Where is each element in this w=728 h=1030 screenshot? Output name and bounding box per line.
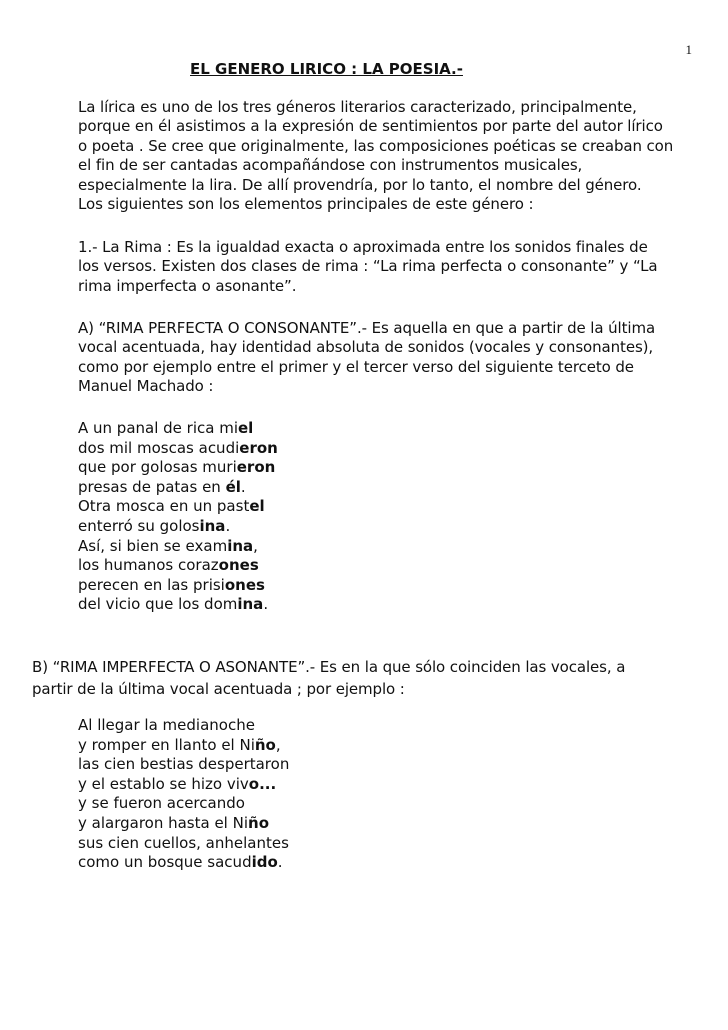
- intro-line: porque en él asistimos a la expresión de sentimientos por parte del autor lírico: [78, 117, 663, 136]
- imperfecta-line: B) “RIMA IMPERFECTA O ASONANTE”.- Es en la que sólo coinciden las vocales, a: [32, 658, 626, 676]
- verse-punctuation: .: [263, 595, 269, 614]
- poem-asonante: [78, 716, 289, 873]
- page-number: 1: [685, 42, 692, 57]
- verse-line: [78, 537, 278, 557]
- verse-punctuation: ,: [275, 735, 281, 754]
- perfecta-line: vocal acentuada, hay identidad absoluta de sonidos (vocales y consonantes),: [78, 338, 654, 357]
- rhyme-highlight: o...: [248, 774, 277, 793]
- verse-text: perecen en las prisi: [78, 575, 225, 594]
- verse-text: Otra mosca en un past: [78, 497, 250, 516]
- verse-line: [78, 755, 289, 775]
- verse-text: que por golosas muri: [78, 458, 237, 477]
- verse-text: dos mil moscas acudi: [78, 438, 240, 457]
- verse-line: [78, 497, 278, 517]
- intro-line: Los siguientes son los elementos principales de este género :: [78, 195, 534, 214]
- verse-text: Así, si bien se exam: [78, 536, 228, 555]
- intro-line: o poeta . Se cree que originalmente, las composiciones poéticas se creaban con: [78, 136, 674, 155]
- perfecta-line: Manuel Machado :: [78, 377, 214, 396]
- rima-line: rima imperfecta o asonante”.: [78, 276, 297, 295]
- rhyme-highlight: ina: [237, 595, 264, 614]
- verse-line: [78, 595, 278, 615]
- intro-paragraph: [78, 98, 704, 214]
- verse-text: y el establo se hizo viv: [78, 774, 249, 793]
- rhyme-highlight: ño: [248, 813, 269, 832]
- verse-line: [78, 576, 278, 596]
- verse-line: [78, 814, 289, 834]
- verse-line: [78, 556, 278, 576]
- verse-line: [78, 775, 289, 795]
- verse-text: sus cien cuellos, anhelantes: [78, 833, 289, 852]
- verse-text: Al llegar la medianoche: [78, 716, 255, 734]
- rhyme-highlight: ina: [227, 536, 254, 555]
- verse-text: las cien bestias despertaron: [78, 755, 290, 774]
- rima-imperfecta-paragraph: [32, 656, 712, 700]
- rhyme-highlight: ño: [254, 735, 276, 754]
- verse-line: [78, 419, 278, 439]
- imperfecta-line: partir de la última vocal acentuada ; por ejemplo :: [32, 680, 405, 698]
- verse-text: y romper en llanto el Ni: [78, 735, 255, 754]
- verse-line: [78, 853, 289, 873]
- verse-punctuation: ,: [253, 536, 258, 555]
- verse-text: del vicio que los dom: [78, 595, 238, 614]
- verse-text: presas de patas en: [78, 477, 226, 496]
- rhyme-highlight: el: [249, 497, 265, 516]
- verse-text: como un bosque sacud: [78, 853, 252, 872]
- verse-punctuation: .: [225, 516, 231, 535]
- verse-line: [78, 794, 289, 814]
- perfecta-line: A) “RIMA PERFECTA O CONSONANTE”.- Es aquella en que a partir de la última: [78, 319, 656, 337]
- verse-text: y alargaron hasta el Ni: [78, 813, 249, 832]
- intro-line: el fin de ser cantadas acompañándose con instrumentos musicales,: [78, 156, 583, 175]
- verse-line: [78, 736, 289, 756]
- page-title: EL GENERO LIRICO : LA POESIA.-: [190, 60, 463, 78]
- rhyme-highlight: ina: [199, 516, 226, 535]
- intro-line: especialmente la lira. De allí provendría, por lo tanto, el nombre del género.: [78, 175, 642, 194]
- verse-punctuation: .: [240, 477, 246, 496]
- rhyme-highlight: ones: [224, 575, 265, 594]
- rhyme-highlight: él: [225, 477, 241, 496]
- intro-line: La lírica es uno de los tres géneros literarios caracterizado, principalmente,: [78, 98, 637, 116]
- verse-punctuation: .: [277, 853, 283, 872]
- rhyme-highlight: eron: [239, 438, 278, 457]
- verse-line: [78, 517, 278, 537]
- verse-text: enterró su golos: [78, 516, 200, 535]
- verse-line: [78, 439, 278, 459]
- verse-text: y se fueron acercando: [78, 794, 245, 813]
- verse-line: [78, 458, 278, 478]
- rhyme-highlight: ido: [251, 853, 278, 872]
- rima-line: 1.- La Rima : Es la igualdad exacta o aproximada entre los sonidos finales de: [78, 238, 648, 256]
- poem-machado: [78, 419, 278, 615]
- rima-line: los versos. Existen dos clases de rima : “La rima perfecta o consonante” y “La: [78, 257, 658, 276]
- verse-text: los humanos coraz: [78, 556, 219, 575]
- rima-perfecta-paragraph: [78, 319, 704, 397]
- rhyme-highlight: el: [238, 419, 254, 437]
- rima-paragraph: [78, 238, 704, 296]
- rhyme-highlight: ones: [218, 556, 259, 575]
- perfecta-line: como por ejemplo entre el primer y el tercer verso del siguiente terceto de: [78, 357, 634, 376]
- rhyme-highlight: eron: [236, 458, 276, 477]
- verse-text: A un panal de rica mi: [78, 419, 238, 437]
- verse-line: [78, 716, 289, 736]
- verse-line: [78, 478, 278, 498]
- verse-line: [78, 834, 289, 854]
